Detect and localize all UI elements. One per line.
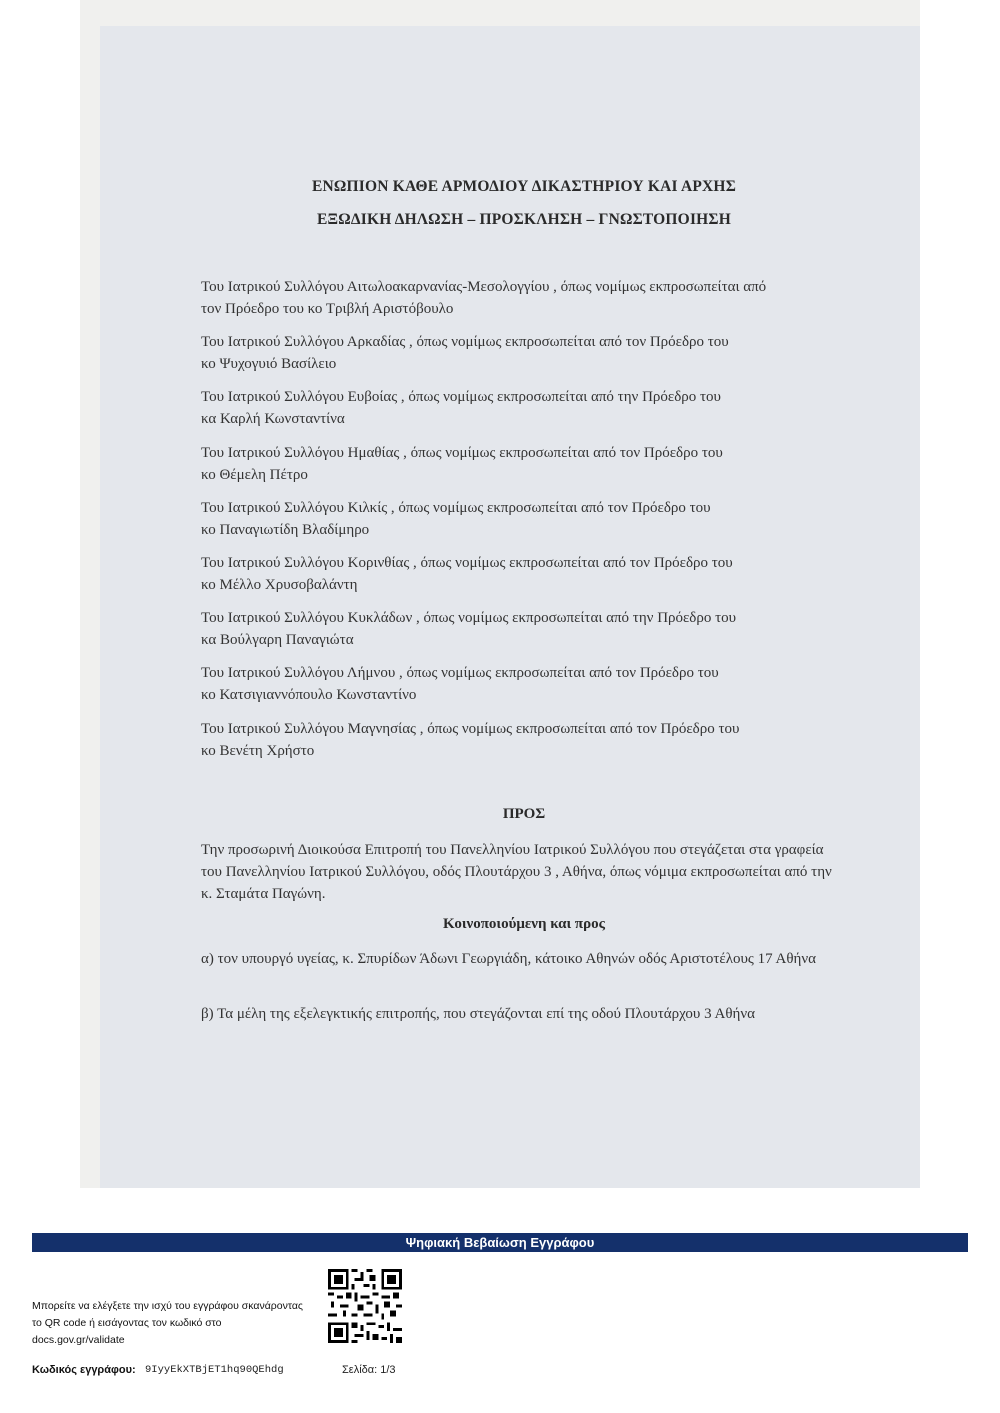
pros-heading: ΠΡΟΣ	[502, 806, 546, 822]
party-item	[201, 662, 841, 717]
party-item	[201, 552, 841, 607]
party-line: Του Ιατρικού Συλλόγου Αιτωλοακαρνανίας-Μεσολογγίου , όπως νομίμως εκπροσωπείται από	[201, 279, 767, 295]
party-line: Του Ιατρικού Συλλόγου Κορινθίας , όπως νομίμως εκπροσωπείται από τον Πρόεδρο του	[201, 554, 733, 571]
party-representative: κο Θέμελη Πέτρο	[201, 466, 308, 483]
page-number: Σελίδα: 1/3	[342, 1364, 396, 1376]
document-code-value: 9IyyEkXTBjET1hq90QEhdg	[145, 1364, 284, 1376]
party-item	[201, 331, 841, 386]
document-title-line2: ΕΞΩΔΙΚΗ ΔΗΛΩΣΗ – ΠΡΟΣΚΛΗΣΗ – ΓΝΩΣΤΟΠΟΙΗΣΗ	[316, 211, 732, 228]
party-line: Του Ιατρικού Συλλόγου Ημαθίας , όπως νομίμως εκπροσωπείται από τον Πρόεδρο του	[201, 444, 723, 461]
party-representative: κο Μέλλο Χρυσοβαλάντη	[201, 576, 358, 593]
document-code-label: Κωδικός εγγράφου:	[32, 1364, 136, 1376]
party-representative: κα Καρλή Κωνσταντίνα	[201, 411, 345, 428]
party-line: Του Ιατρικού Συλλόγου Κιλκίς , όπως νομίμως εκπροσωπείται από τον Πρόεδρο του	[201, 499, 711, 516]
party-representative: κο Βενέτη Χρήστο	[201, 742, 315, 759]
party-item	[201, 386, 841, 441]
qr-code-icon[interactable]	[328, 1269, 402, 1343]
cc-item-b: β) Τα μέλη της εξελεγκτικής επιτροπής, που στεγάζονται επί της οδού Πλουτάρχου 3 Αθήνα	[201, 1006, 756, 1022]
digital-certification-bar: Ψηφιακή Βεβαίωση Εγγράφου	[32, 1233, 968, 1252]
parties-list	[201, 276, 841, 773]
party-representative: τον Πρόεδρο του κο Τριβλή Αριστόβουλο	[201, 301, 454, 317]
validate-instructions: Μπορείτε να ελέγξετε την ισχύ του εγγράφου σκανάροντας το QR code ή εισάγοντας τον κωδικό στο docs.gov.gr/validate	[32, 1300, 303, 1346]
party-item	[201, 607, 841, 662]
party-line: Του Ιατρικού Συλλόγου Κυκλάδων , όπως νομίμως εκπροσωπείται από την Πρόεδρο του	[201, 610, 737, 627]
cc-item-a: α) τον υπουργό υγείας, κ. Σπυρίδων Άδωνι Γεωργιάδη, κάτοικο Αθηνών οδός Αριστοτέλους 17 Αθήνα	[201, 951, 817, 967]
party-item	[201, 442, 841, 497]
party-line: Του Ιατρικού Συλλόγου Αρκαδίας , όπως νομίμως εκπροσωπείται από τον Πρόεδρο του	[201, 334, 729, 351]
party-representative: κα Βούλγαρη Παναγιώτα	[201, 632, 354, 649]
party-item	[201, 718, 841, 773]
party-line: Του Ιατρικού Συλλόγου Μαγνησίας , όπως νομίμως εκπροσωπείται από τον Πρόεδρο του	[201, 720, 740, 737]
party-line: Του Ιατρικού Συλλόγου Λήμνου , όπως νομίμως εκπροσωπείται από τον Πρόεδρο του	[201, 665, 719, 682]
party-item	[201, 497, 841, 552]
party-representative: κο Παναγιωτίδη Βλαδίμηρο	[201, 521, 370, 538]
cc-heading: Κοινοποιούμενη και προς	[442, 916, 605, 932]
recipient-paragraph: Την προσωρινή Διοικούσα Επιτροπή του Πανελληνίου Ιατρικού Συλλόγου που στεγάζεται στα γραφεία του Πανελληνίου Ιατρικού Συλλόγου, οδός Πλουτάρχου 3 , Αθήνα, όπως νόμιμα εκπροσωπείται από την κ. Σταμάτα Παγώνη.	[201, 842, 832, 902]
party-representative: κο Κατσιγιαννόπουλο Κωνσταντίνο	[201, 687, 417, 704]
party-item	[201, 276, 841, 331]
document-title-line1: ΕΝΩΠΙΟΝ ΚΑΘΕ ΑΡΜΟΔΙΟΥ ΔΙΚΑΣΤΗΡΙΟΥ ΚΑΙ ΑΡΧΗΣ	[311, 178, 737, 195]
party-line: Του Ιατρικού Συλλόγου Ευβοίας , όπως νομίμως εκπροσωπείται από την Πρόεδρο του	[201, 389, 721, 406]
party-representative: κο Ψυχογυιό Βασίλειο	[201, 356, 337, 373]
